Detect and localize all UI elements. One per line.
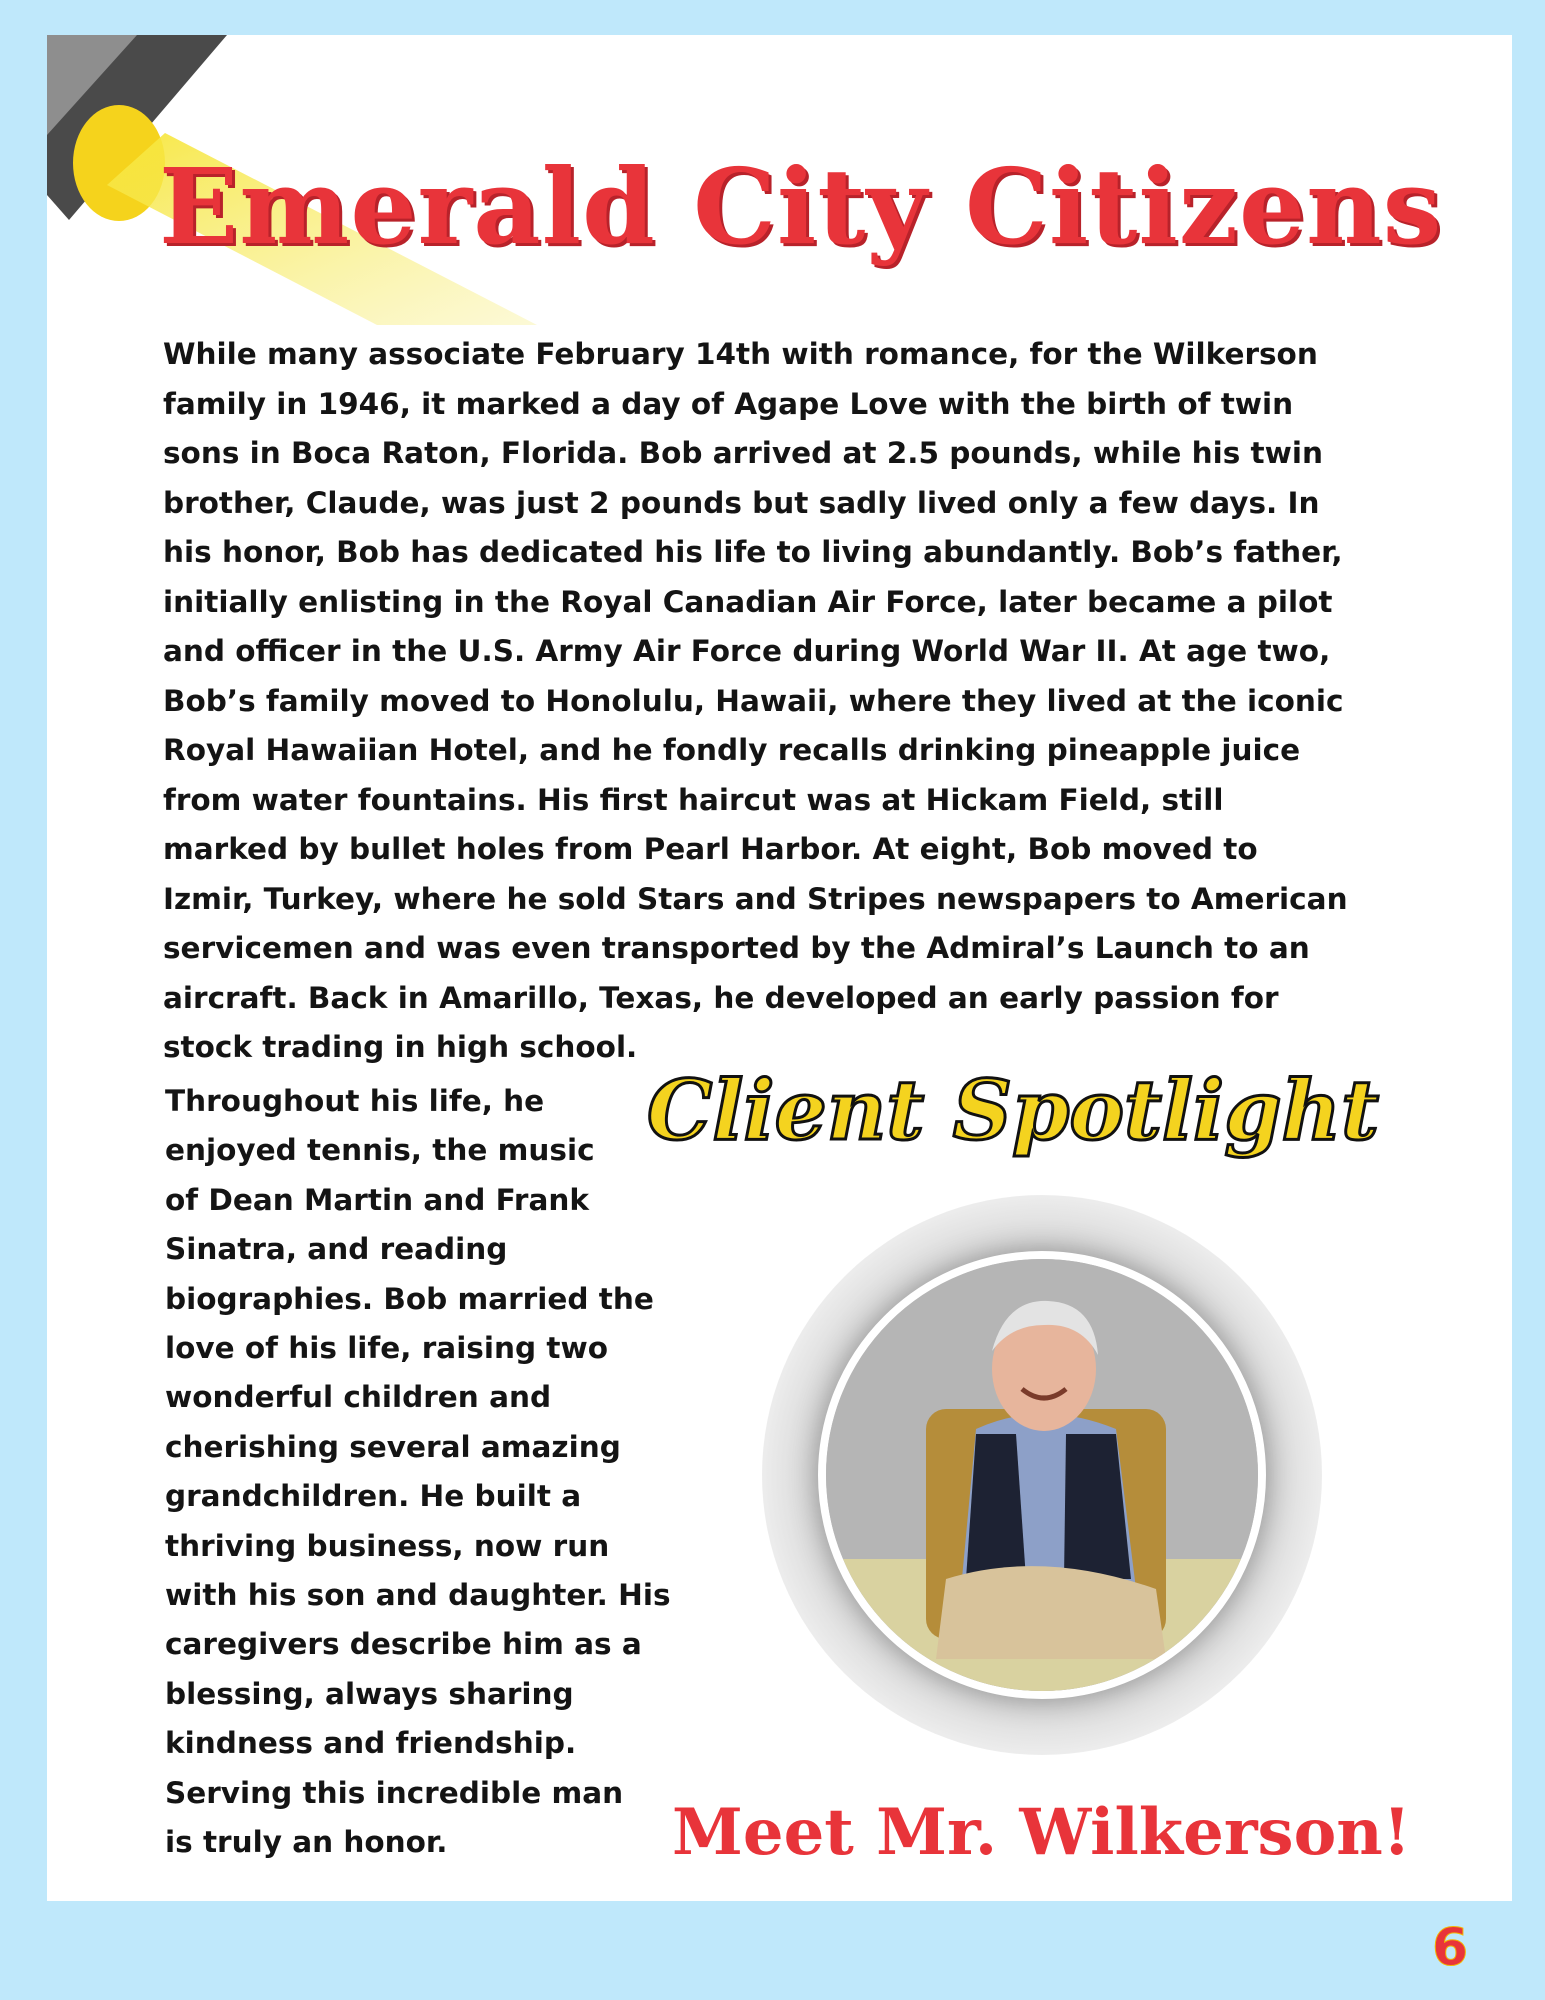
vest-left — [966, 1434, 1026, 1579]
page-number: 6 — [1432, 1918, 1469, 1978]
newsletter-page — [47, 35, 1512, 1901]
page-title: Emerald City Citizens — [159, 145, 1443, 268]
client-spotlight-heading: Client Spotlight — [647, 1063, 1380, 1159]
meet-caption: Meet Mr. Wilkerson! — [672, 1795, 1411, 1870]
portrait-frame — [762, 1195, 1322, 1755]
portrait-photo — [818, 1251, 1266, 1699]
article-column: Throughout his life, he enjoyed tennis, the music of Dean Martin and Frank Sinatra, and reading biographies. Bob married the love of his life, raising two wonderful children and cherishing several amazing grandchildren. He built a thriving business, now run with his son and daughter. His caregivers describe him as a blessing, always sharing kindness and friendship. Serving this incredible man is truly an honor. — [165, 1084, 671, 1860]
portrait-illustration — [826, 1259, 1258, 1691]
article-intro: While many associate February 14th with romance, for the Wilkerson family in 1946, it marked a day of Agape Love with the birth of twin sons in Boca Raton, Florida. Bob arrived at 2.5 pounds, while his twin brother, Claude, was just 2 pounds but sadly lived only a few days. In his honor, Bob has dedicated his life to living abundantly. Bob’s father, initially enlisting in the Royal Canadian Air Force, later became a pilot and officer in the U.S. Army Air Force during World War II. At age two, Bob’s family moved to Honolulu, Hawaii, where they lived at the iconic Royal Hawaiian Hotel, and he fondly recalls drinking pineapple juice from water fountains. His first haircut was at Hickam Field, still marked by bullet holes from Pearl Harbor. At eight, Bob moved to Izmir, Turkey, where he sold Stars and Stripes newspapers to American servicemen and was even transported by the Admiral’s Launch to an aircraft. Back in Amarillo, Texas, he developed an early passion for stock trading in high school. — [163, 337, 1348, 1064]
